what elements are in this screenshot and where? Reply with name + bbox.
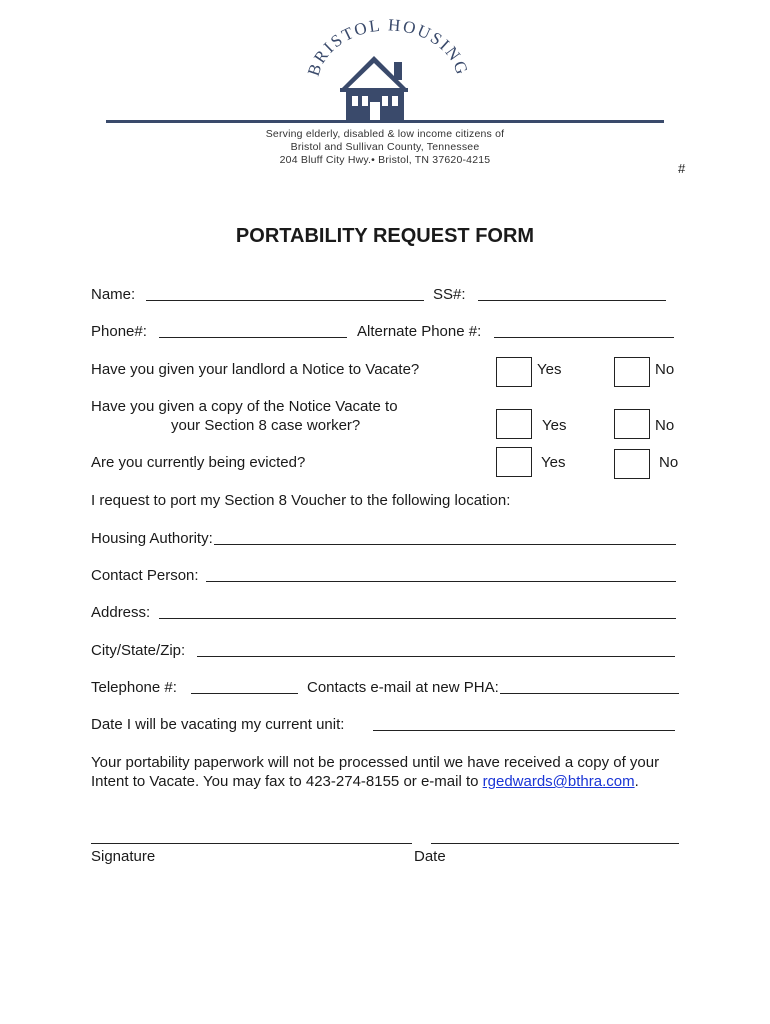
alt-phone-label: Alternate Phone #:	[357, 323, 482, 340]
contact-person-label: Contact Person:	[91, 567, 199, 584]
date-label: Date	[414, 848, 446, 865]
contact-email-field[interactable]	[500, 693, 679, 694]
q3-yes-checkbox[interactable]	[496, 447, 532, 477]
telephone-label: Telephone #:	[91, 679, 177, 696]
question-case-worker-line-2: your Section 8 case worker?	[171, 417, 361, 434]
telephone-field[interactable]	[191, 693, 298, 694]
port-request-statement: I request to port my Section 8 Voucher to the following location:	[91, 492, 511, 509]
contact-email-label: Contacts e-mail at new PHA:	[307, 679, 499, 696]
notice-line-2	[91, 773, 639, 791]
vacate-date-field[interactable]	[373, 730, 675, 731]
contact-person-field[interactable]	[206, 581, 676, 582]
housing-authority-field[interactable]	[214, 544, 676, 545]
q1-no-label: No	[655, 361, 675, 378]
tagline-line-2: Bristol and Sullivan County, Tennessee	[290, 141, 480, 153]
header-rule	[106, 120, 664, 123]
q2-no-label: No	[655, 417, 675, 434]
svg-text:BRISTOL HOUSING: BRISTOL HOUSING	[303, 18, 473, 79]
address-label: Address:	[91, 604, 151, 621]
email-link[interactable]: rgedwards@bthra.com	[482, 773, 635, 790]
tagline-line-3: 204 Bluff City Hwy.• Bristol, TN 37620-4215	[279, 154, 491, 166]
q2-yes-checkbox[interactable]	[496, 409, 532, 439]
phone-field[interactable]	[159, 337, 347, 338]
phone-label: Phone#:	[91, 323, 147, 340]
notice-line-2-end: .	[634, 773, 639, 790]
q1-no-checkbox[interactable]	[614, 357, 650, 387]
q3-no-checkbox[interactable]	[614, 449, 650, 479]
name-label: Name:	[91, 286, 136, 303]
question-being-evicted: Are you currently being evicted?	[91, 454, 306, 471]
signature-field[interactable]	[91, 843, 412, 844]
q3-yes-label: Yes	[541, 454, 566, 471]
q2-yes-label: Yes	[542, 417, 567, 434]
tagline-line-1: Serving elderly, disabled & low income citizens of	[265, 128, 505, 140]
alt-phone-field[interactable]	[494, 337, 674, 338]
city-state-zip-field[interactable]	[197, 656, 675, 657]
q3-no-label: No	[659, 454, 679, 471]
notice-line-2-text: Intent to Vacate. You may fax to 423-274-8155 or e-mail to	[91, 773, 483, 790]
housing-authority-label: Housing Authority:	[91, 530, 213, 547]
address-field[interactable]	[159, 618, 676, 619]
q1-yes-checkbox[interactable]	[496, 357, 532, 387]
date-field[interactable]	[431, 843, 679, 844]
ss-field[interactable]	[478, 300, 666, 301]
q1-yes-label: Yes	[537, 361, 562, 378]
signature-label: Signature	[91, 848, 156, 865]
ss-label: SS#:	[433, 286, 466, 303]
name-field[interactable]	[146, 300, 424, 301]
q2-no-checkbox[interactable]	[614, 409, 650, 439]
question-notice-to-vacate: Have you given your landlord a Notice to Vacate?	[91, 361, 420, 378]
notice-line-1: Your portability paperwork will not be processed until we have received a copy of your	[91, 754, 660, 771]
city-state-zip-label: City/State/Zip:	[91, 642, 186, 659]
question-case-worker-line-1: Have you given a copy of the Notice Vacate to	[91, 398, 398, 415]
bristol-housing-logo	[290, 18, 480, 126]
vacate-date-label: Date I will be vacating my current unit:	[91, 716, 345, 733]
page-marker: #	[678, 161, 686, 176]
form-title: PORTABILITY REQUEST FORM	[235, 225, 535, 247]
